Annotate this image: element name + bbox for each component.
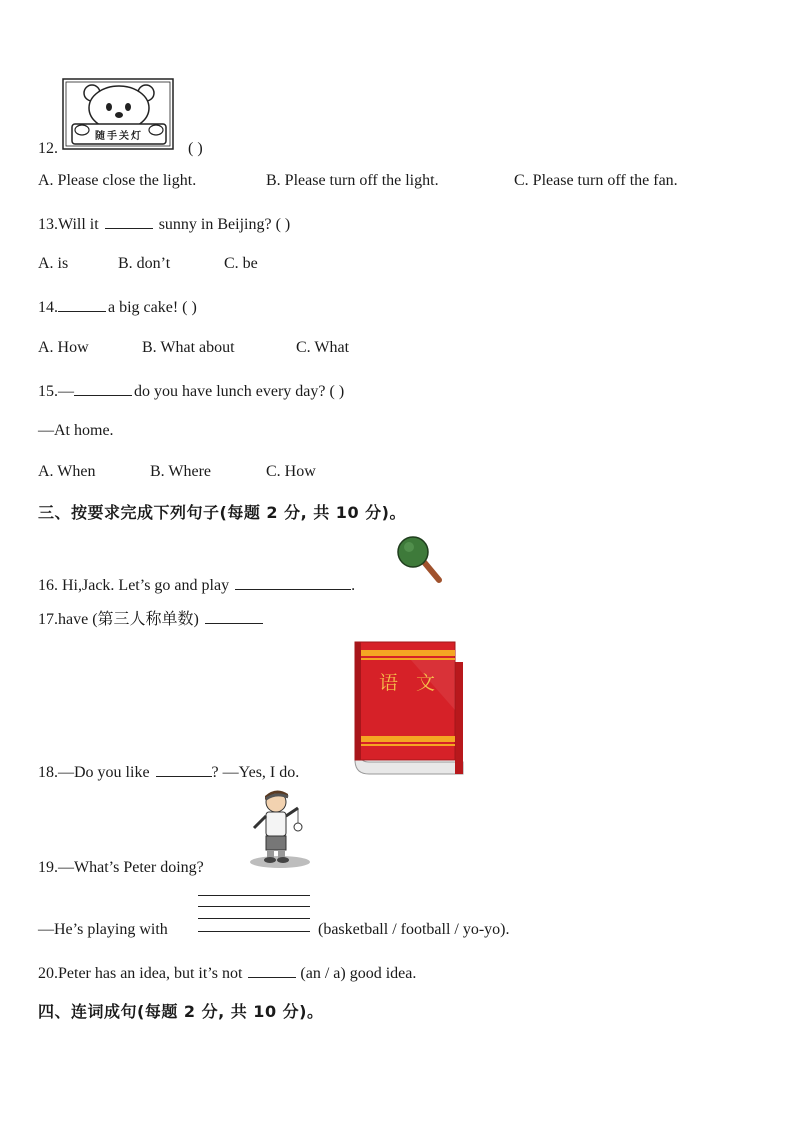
q19-line-4[interactable] — [198, 931, 310, 932]
q14-option-b: B. What about — [142, 339, 235, 356]
q18-stem — [38, 760, 299, 783]
q17-stem — [38, 607, 263, 630]
boy-yoyo-icon — [244, 790, 314, 870]
q19-choices: (basketball / football / yo-yo). — [318, 921, 510, 938]
q12-option-b: B. Please turn off the light. — [266, 172, 439, 189]
q15-prefix: 15.— — [38, 383, 74, 400]
q19-answer — [38, 920, 168, 940]
q19-line-1 — [198, 895, 310, 896]
q20-suffix: (an / a) good idea. — [300, 965, 417, 982]
q15-suffix: do you have lunch every day? ( ) — [134, 383, 345, 400]
q13-option-a: A. is — [38, 255, 69, 272]
q16-blank[interactable] — [235, 573, 351, 590]
q15-answer: —At home. — [38, 422, 114, 439]
q12-answer-paren: ( ) — [188, 140, 203, 157]
q19-question: 19.—What’s Peter doing? — [38, 859, 204, 876]
q13-prefix: 13.Will it — [38, 216, 99, 233]
q13-option-c: C. be — [224, 255, 258, 272]
q13-option-b: B. don’t — [118, 255, 171, 272]
q14-blank[interactable] — [58, 295, 106, 312]
q18-text: 18.—Do you like — [38, 764, 150, 781]
book-title: 语 文 — [378, 672, 442, 694]
q13-suffix: sunny in Beijing? ( ) — [158, 216, 291, 233]
q18-blank[interactable] — [156, 760, 212, 777]
q16-text: 16. Hi,Jack. Let’s go and play — [38, 577, 230, 594]
q20-blank[interactable] — [248, 961, 296, 978]
book-icon — [351, 640, 465, 776]
ping-pong-paddle-picture — [394, 536, 444, 584]
q14-option-c: C. What — [296, 339, 350, 356]
q12-option-c: C. Please turn off the fan. — [514, 172, 678, 189]
q15-option-b: B. Where — [150, 463, 212, 480]
q15-option-a: A. When — [38, 463, 96, 480]
q12-stem — [38, 137, 203, 159]
q14-suffix: a big cake! ( ) — [108, 299, 197, 316]
chinese-book-picture — [351, 640, 465, 776]
section-4-title: 四、连词成句(每题 2 分, 共 10 分)。 — [38, 1002, 324, 1021]
q14-stem — [38, 295, 197, 318]
q18-suffix: ? —Yes, I do. — [211, 764, 300, 781]
q19-line-2 — [198, 906, 310, 907]
q13-stem — [38, 212, 290, 235]
q19-line-3 — [198, 918, 310, 919]
q13-blank[interactable] — [105, 212, 153, 229]
q14-prefix: 14. — [38, 299, 58, 316]
q19-answer-prefix: —He’s playing with — [38, 921, 168, 938]
q15-blank[interactable] — [74, 379, 132, 396]
q16-end: . — [351, 577, 356, 594]
q12-number: 12. — [38, 140, 58, 157]
sign-text: 随手关灯 — [95, 131, 143, 142]
q20-stem — [38, 961, 416, 984]
q12-option-a: A. Please close the light. — [38, 172, 197, 189]
q14-option-a: A. How — [38, 339, 89, 356]
q19-answer-lines — [198, 895, 312, 935]
q12-image-blank — [62, 137, 172, 153]
ping-pong-paddle-icon — [394, 536, 444, 584]
q17-text: 17.have (第三人称单数) — [38, 611, 199, 628]
q15-option-c: C. How — [266, 463, 316, 480]
q17-blank[interactable] — [205, 607, 263, 624]
q15-stem — [38, 379, 344, 402]
q16-stem — [38, 573, 355, 596]
q20-prefix: 20.Peter has an idea, but it’s not — [38, 965, 243, 982]
boy-playing-yoyo-picture — [244, 790, 314, 870]
section-3-title: 三、按要求完成下列句子(每题 2 分, 共 10 分)。 — [38, 503, 406, 522]
